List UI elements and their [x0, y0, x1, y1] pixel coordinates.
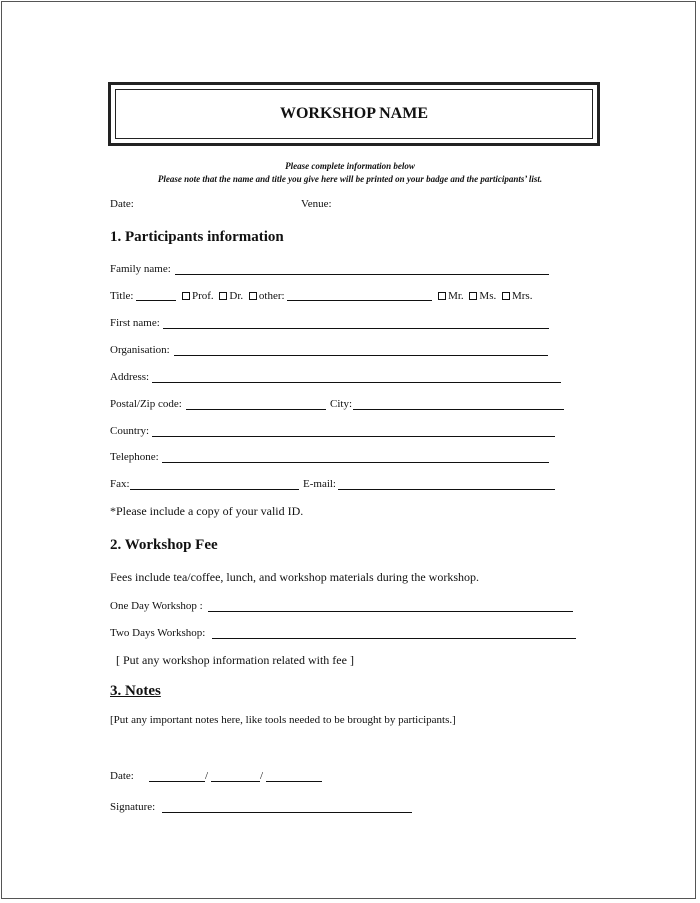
instructions-line-2: Please note that the name and title you give here will be printed on your badge and the participants’ list. — [157, 174, 543, 184]
section1-heading: 1. Participants information — [110, 229, 284, 245]
one-day-field[interactable] — [208, 611, 573, 612]
date-month-field[interactable] — [211, 781, 260, 782]
address-field[interactable] — [152, 382, 561, 383]
organisation-field[interactable] — [174, 355, 548, 356]
country-field[interactable] — [152, 436, 555, 437]
instructions-line-1: Please complete information below — [285, 161, 415, 171]
mrs-checkbox[interactable] — [502, 292, 510, 300]
title-box — [108, 82, 600, 146]
other-title-field[interactable] — [287, 300, 432, 301]
family-name-field[interactable] — [175, 274, 549, 275]
title-label: Title: — [110, 290, 134, 302]
signature-label: Signature: — [110, 801, 156, 813]
fee-info: [ Put any workshop information related with fee ] — [116, 653, 354, 667]
country-label: Country: — [110, 425, 150, 437]
telephone-field[interactable] — [162, 462, 549, 463]
ms-label: Ms. — [479, 290, 497, 302]
venue-label: Venue: — [301, 198, 332, 210]
prof-label: Prof. — [191, 290, 214, 302]
first-name-label: First name: — [110, 317, 160, 329]
date-label: Date: — [110, 198, 134, 210]
ms-checkbox[interactable] — [469, 292, 477, 300]
email-field[interactable] — [338, 489, 555, 490]
city-label: City: — [330, 398, 353, 410]
other-label: other: — [258, 290, 285, 302]
city-field[interactable] — [353, 409, 564, 410]
address-label: Address: — [110, 371, 150, 383]
dr-label: Dr. — [229, 290, 244, 302]
id-note: *Please include a copy of your valid ID. — [110, 504, 304, 518]
title-row — [110, 290, 532, 302]
postal-field[interactable] — [186, 409, 326, 410]
two-days-label: Two Days Workshop: — [110, 627, 206, 639]
fees-note: Fees include tea/coffee, lunch, and workshop materials during the workshop. — [110, 570, 480, 584]
date-year-field[interactable] — [266, 781, 322, 782]
section2-heading: 2. Workshop Fee — [110, 537, 218, 553]
section3-heading: 3. Notes — [110, 683, 161, 699]
two-days-field[interactable] — [212, 638, 576, 639]
title-field[interactable] — [136, 300, 176, 301]
postal-label: Postal/Zip code: — [110, 398, 182, 410]
prof-checkbox[interactable] — [182, 292, 190, 300]
organisation-label: Organisation: — [110, 344, 170, 356]
family-name-label: Family name: — [110, 263, 171, 275]
telephone-label: Telephone: — [110, 451, 159, 463]
mrs-label: Mrs. — [511, 290, 533, 302]
one-day-label: One Day Workshop : — [110, 600, 203, 612]
signature-field[interactable] — [162, 812, 412, 813]
dr-checkbox[interactable] — [219, 292, 227, 300]
date-separator-1: / — [205, 770, 209, 782]
notes-text: [Put any important notes here, like tools needed to be brought by participants.] — [110, 714, 456, 726]
first-name-field[interactable] — [163, 328, 549, 329]
date-day-field[interactable] — [149, 781, 205, 782]
mr-checkbox[interactable] — [438, 292, 446, 300]
fax-label: Fax: — [110, 478, 130, 490]
email-label: E-mail: — [303, 478, 336, 490]
page-title: WORKSHOP NAME — [115, 89, 593, 139]
footer-date-label: Date: — [110, 770, 134, 782]
other-checkbox[interactable] — [249, 292, 257, 300]
date-separator-2: / — [260, 770, 264, 782]
fax-field[interactable] — [130, 489, 299, 490]
mr-label: Mr. — [448, 290, 464, 302]
